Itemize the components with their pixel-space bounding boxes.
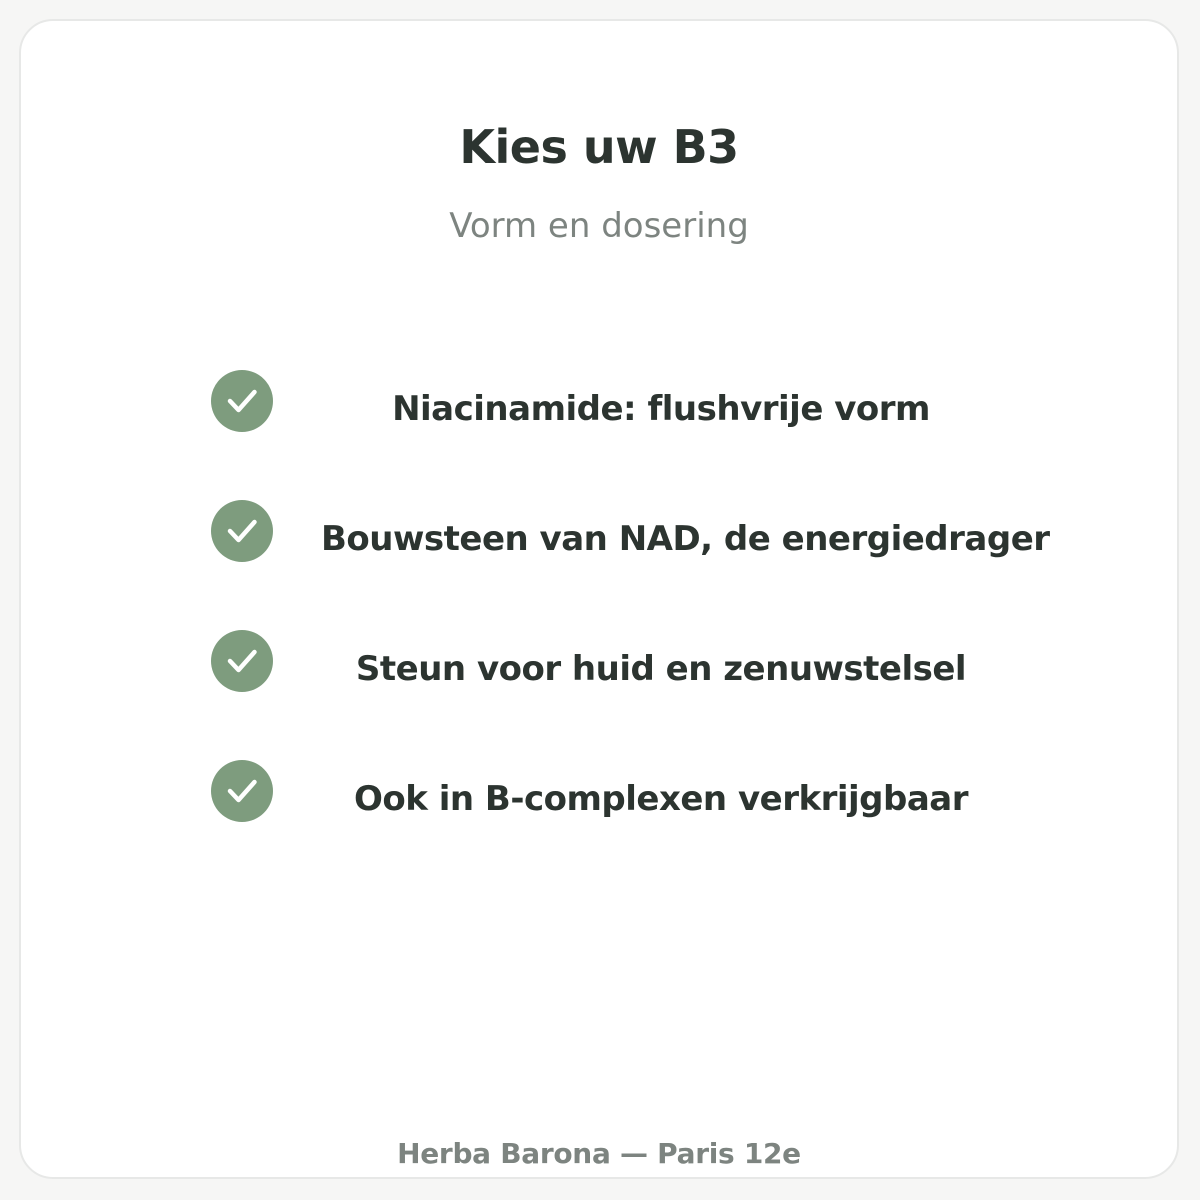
list-item — [21, 370, 1177, 440]
list-item-label: Niacinamide: flushvrije vorm — [392, 389, 930, 429]
check-circle-icon — [211, 370, 273, 432]
list-item-label: Ook in B-complexen verkrijgbaar — [354, 779, 968, 819]
benefit-list — [21, 21, 1177, 1177]
info-card — [19, 19, 1179, 1179]
check-circle-icon — [211, 500, 273, 562]
check-circle-icon — [211, 760, 273, 822]
page-title: Kies uw B3 — [459, 120, 739, 174]
list-item — [21, 500, 1177, 570]
list-item-label: Steun voor huid en zenuwstelsel — [355, 649, 967, 689]
footer-credit: Herba Barona — Paris 12e — [397, 1137, 801, 1170]
list-item — [21, 760, 1177, 830]
list-item-label: Bouwsteen van NAD, de energiedrager — [321, 519, 1050, 559]
list-item — [21, 630, 1177, 700]
page-subtitle: Vorm en dosering — [449, 206, 749, 246]
check-circle-icon — [211, 630, 273, 692]
